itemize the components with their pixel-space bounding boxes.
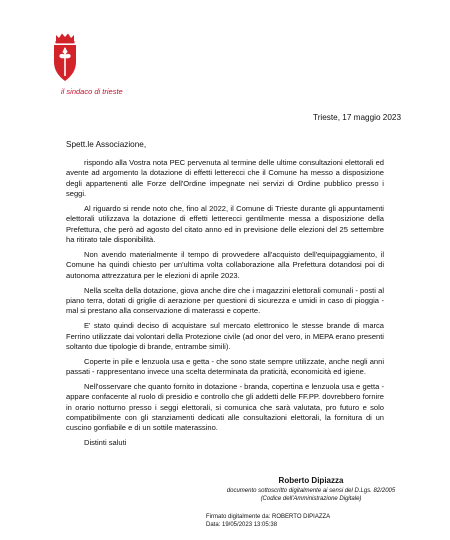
- signatory-name: Roberto Dipiazza: [278, 476, 344, 485]
- signature-block: [226, 476, 396, 503]
- digital-signature-note: documento sottoscritto digitalmente ai sensi del D.Lgs. 82/2005: [226, 488, 396, 494]
- paragraph-7: Nell'osservare che quanto fornito in dotazione - branda, copertina e lenzuola usa e getta - appare confacente al ruolo di presidio e controllo che gli addetti delle FF.PP. dovrebbero fornire in orario notturno presso i seggi elettorali, si comunica che sarà valutata, pro futuro e solo compatibilmente con gli stanziamenti dedicati alle consultazioni elettorali, la fornitura di un cuscino gonfiabile e di un sottile materassino.: [66, 382, 384, 433]
- paragraph-4: Nella scelta della dotazione, giova anche dire che i magazzini elettorali comunali - posti al piano terra, dotati di griglie di aerazione per questioni di sicurezza e umidi in caso di pioggia - mal si prestano alla conservazione di materassi e coperte.: [66, 285, 384, 316]
- closing-salutation: Distinti saluti: [84, 438, 127, 448]
- sender-heading: il sindaco di trieste: [61, 87, 123, 96]
- digital-signature-stamp: [206, 514, 330, 529]
- trieste-crest-logo: [50, 32, 80, 84]
- digital-signature-date: Data: 19/05/2023 13:05:38: [206, 521, 278, 528]
- paragraph-1: rispondo alla Vostra nota PEC pervenuta al termine delle ultime consultazioni elettorali ed avente ad argomento la dotazione di effetti letterecci che il Comune ha messo a disposizione degli appartenenti alle Forze dell'Ordine impegnate nei servizi di Ordine pubblico presso i seggi.: [66, 158, 384, 199]
- paragraph-6: Coperte in pile e lenzuola usa e getta - che sono state sempre utilizzate, anche negli anni passati - rappresentano invece una scelta determinata da praticità, economicità ed igiene.: [66, 356, 384, 377]
- paragraph-2: Al riguardo si rende noto che, fino al 2022, il Comune di Trieste durante gli appuntamenti elettorali utilizzava la dotazione di effetti letterecci gentilmente messa a disposizione della Prefettura, che però ad agosto del citato anno ed in previsione delle elezioni del 25 settembre ha ritirato tale disponibilità.: [66, 203, 384, 244]
- addressee: Spett.le Associazione,: [66, 140, 147, 149]
- letter-date: Trieste, 17 maggio 2023: [313, 113, 401, 122]
- letter-body: [66, 158, 384, 453]
- digital-signed-by: Firmato digitalmente da: ROBERTO DIPIAZZA: [206, 514, 331, 520]
- digital-signature-code: (Codice dell'Amministrazione Digitale): [260, 496, 362, 502]
- paragraph-3: Non avendo materialmente il tempo di provvedere all'acquisto dell'equipaggiamento, il Comune ha quindi chiesto per un'ultima volta collaborazione alla Prefettura dotandosi poi di autonoma attrezzatura per le elezioni di aprile 2023.: [66, 249, 384, 280]
- paragraph-5: E' stato quindi deciso di acquistare sul mercato elettronico le stesse brande di marca Ferrino utilizzate dai volontari della Protezione civile (ad onor del vero, in MEPA erano presenti soltanto due tipologie di brande, entrambe simili).: [66, 321, 384, 351]
